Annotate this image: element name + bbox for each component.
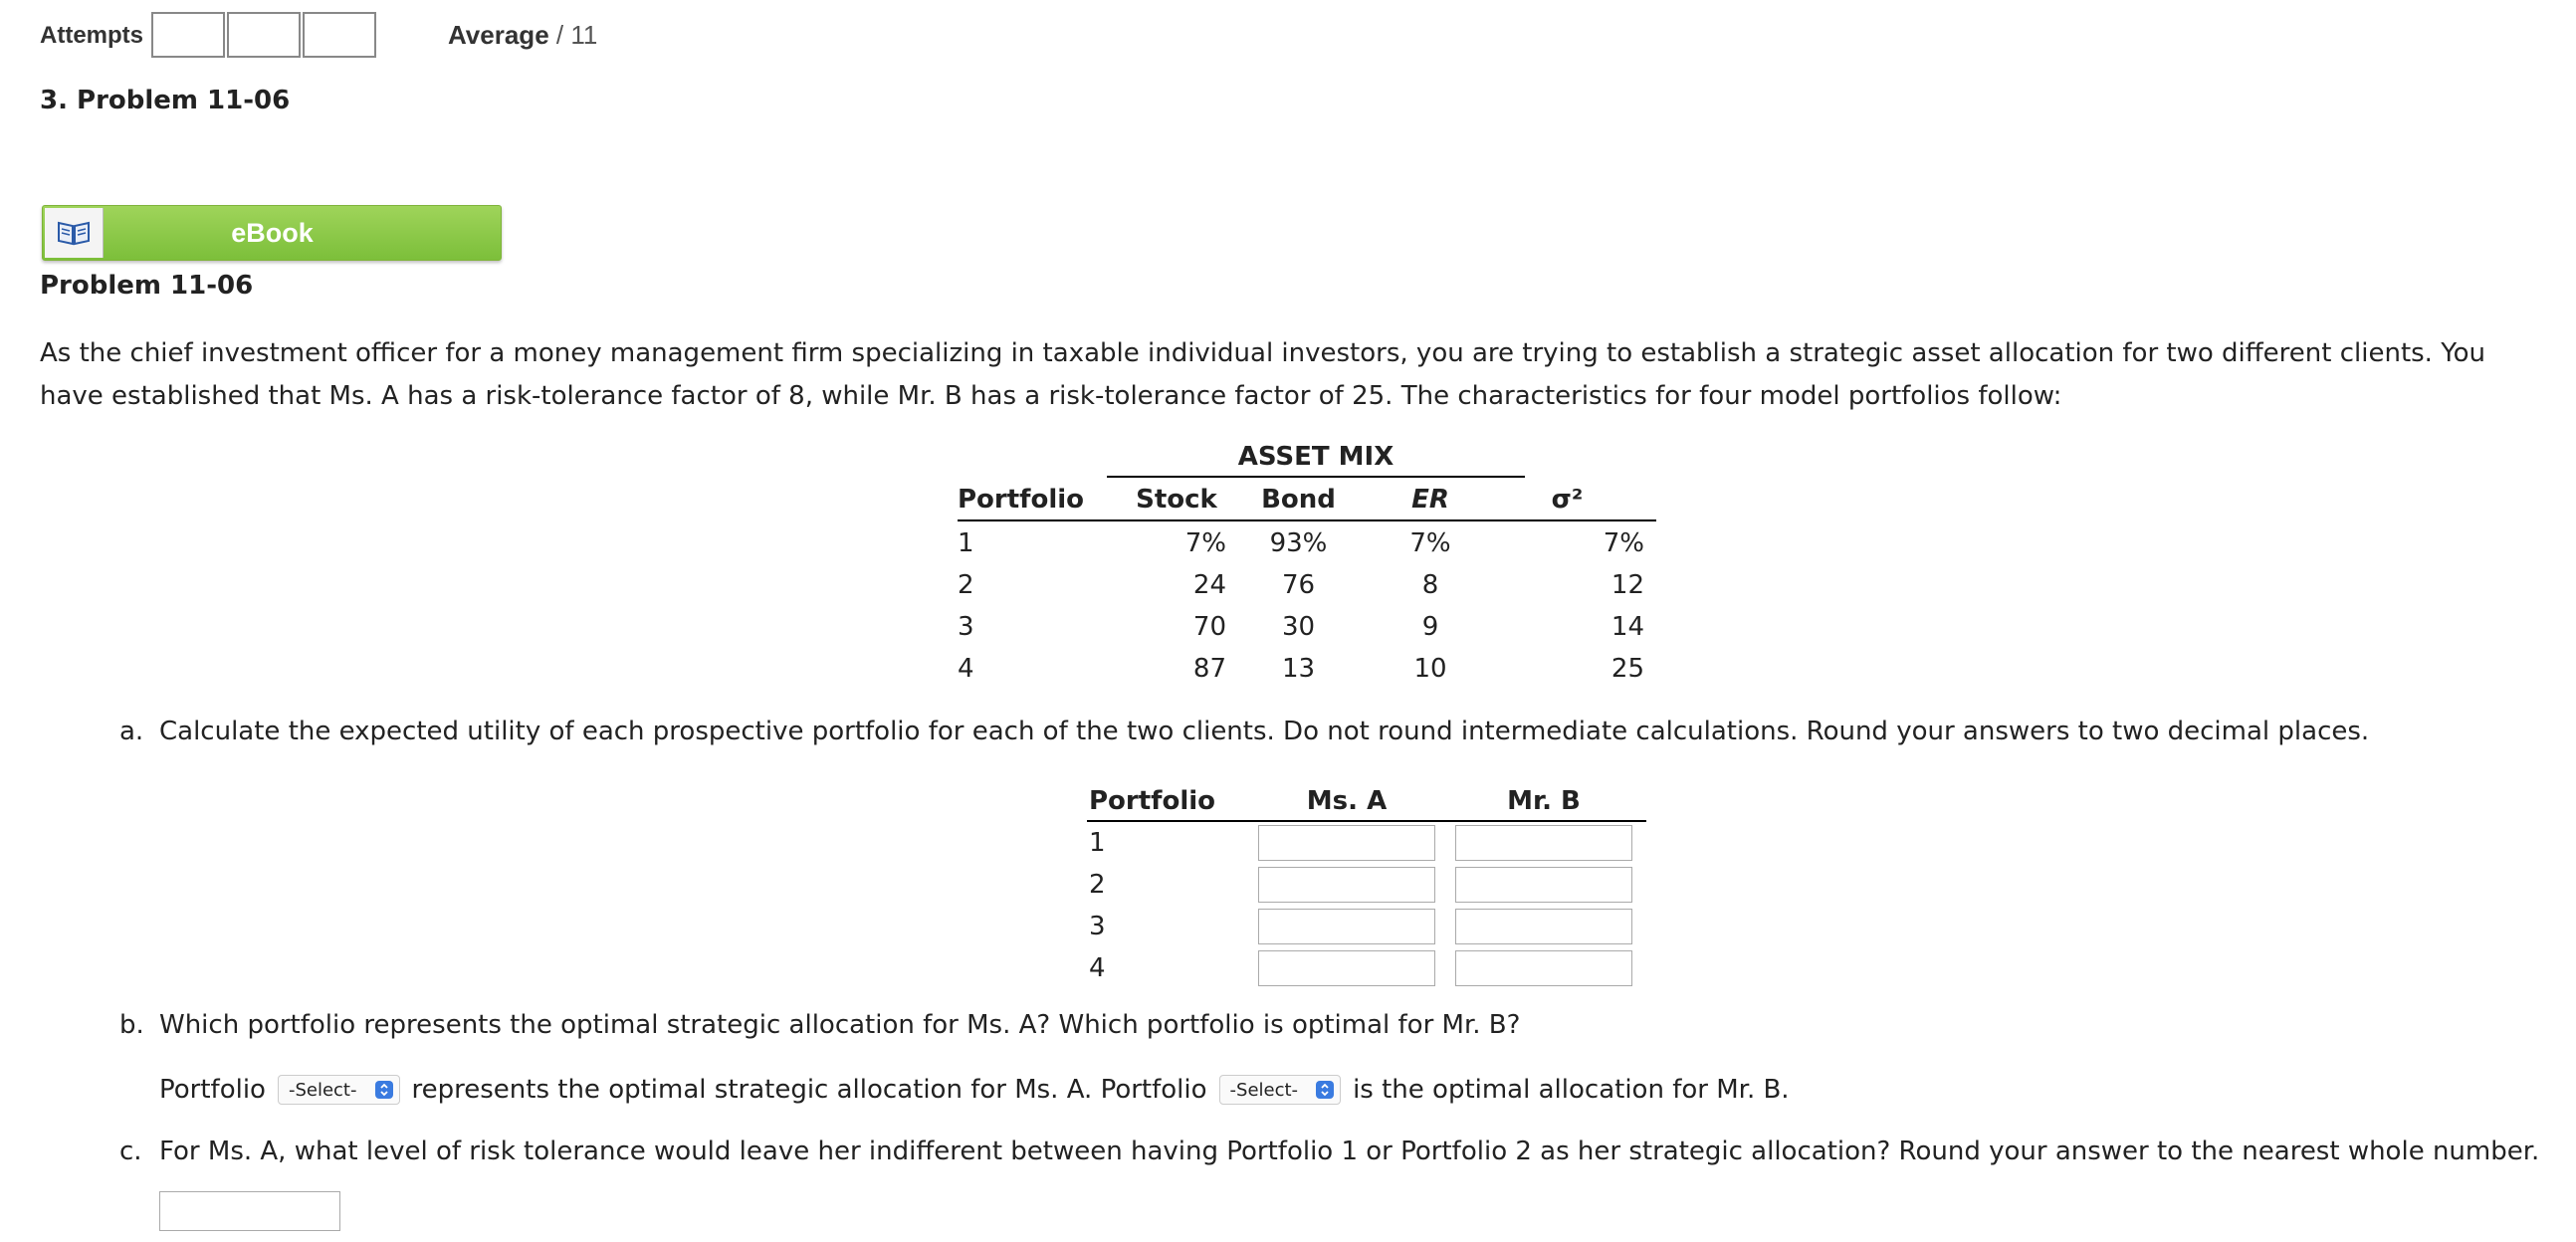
cell-portfolio: 1: [1089, 828, 1106, 858]
table-row: [1087, 822, 1646, 864]
header-variance: σ²: [1551, 485, 1584, 515]
part-c-question: [119, 1137, 2539, 1166]
cell-ms-a: [1248, 950, 1445, 986]
cell-variance: 25: [1610, 654, 1644, 684]
cell-stock: 87: [1192, 654, 1226, 684]
cell-bond: 30: [1281, 612, 1316, 642]
header-mr-b: Mr. B: [1507, 786, 1581, 816]
cell-ms-a: [1248, 909, 1445, 944]
attempt-box: [303, 12, 376, 58]
part-b-prefix: Portfolio: [159, 1075, 266, 1105]
utility-input-mr-b[interactable]: [1455, 909, 1632, 944]
cell-mr-b: [1445, 909, 1642, 944]
part-b-middle: represents the optimal strategic allocation for Ms. A. Portfolio: [411, 1075, 1207, 1105]
cell-variance: 14: [1610, 612, 1644, 642]
cell-mr-b: [1445, 867, 1642, 903]
cell-ms-a: [1248, 867, 1445, 903]
cell-portfolio: 2: [1089, 870, 1106, 900]
average-value: / 11: [555, 20, 598, 50]
utility-input-ms-a[interactable]: [1258, 950, 1435, 986]
cell-variance: 7%: [1603, 528, 1644, 558]
header-ms-a: Ms. A: [1306, 786, 1388, 816]
ebook-label: eBook: [231, 217, 314, 248]
cell-er: 8: [1421, 570, 1439, 600]
utility-table: [1087, 782, 1646, 989]
cell-mr-b: [1445, 825, 1642, 861]
header-bond: Bond: [1261, 485, 1336, 515]
cell-bond: 13: [1281, 654, 1316, 684]
ebook-button[interactable]: [42, 205, 502, 261]
table-row: [958, 605, 1656, 647]
utility-input-ms-a[interactable]: [1258, 867, 1435, 903]
asset-mix-header: [958, 478, 1656, 521]
utility-input-mr-b[interactable]: [1455, 867, 1632, 903]
cell-stock: 70: [1192, 612, 1226, 642]
part-c-letter: c.: [119, 1137, 142, 1166]
cell-stock: 24: [1192, 570, 1226, 600]
cell-portfolio: 3: [1089, 912, 1106, 941]
table-row: [1087, 947, 1646, 989]
asset-mix-table: [958, 438, 1656, 689]
cell-portfolio: 2: [958, 570, 974, 600]
cell-er: 9: [1421, 612, 1439, 642]
header-stock: Stock: [1136, 485, 1217, 515]
utility-input-mr-b[interactable]: [1455, 950, 1632, 986]
part-a-letter: a.: [119, 717, 144, 746]
part-a-question: [119, 717, 2369, 746]
cell-portfolio: 3: [958, 612, 974, 642]
attempt-box: [151, 12, 225, 58]
attempt-box: [227, 12, 301, 58]
header-portfolio: Portfolio: [1089, 786, 1216, 816]
attempt-boxes: [151, 12, 378, 58]
part-b-letter: b.: [119, 1010, 144, 1040]
cell-er: 7%: [1409, 528, 1451, 558]
average-label: Average: [448, 20, 549, 50]
cell-portfolio: 4: [958, 654, 974, 684]
part-a-text: Calculate the expected utility of each prospective portfolio for each of the two clients. Do not round intermediate calculations. Round your answers to two decimal places.: [159, 717, 2370, 746]
cell-ms-a: [1248, 825, 1445, 861]
cell-stock: 7%: [1184, 528, 1226, 558]
select-arrows-icon: [375, 1081, 393, 1099]
header-portfolio: Portfolio: [958, 485, 1085, 515]
part-c-text: For Ms. A, what level of risk tolerance would leave her indifferent between having Portfolio 1 or Portfolio 2 as her strategic allocation? Round your answer to the nearest whole number.: [159, 1137, 2540, 1166]
select-arrows-icon: [1316, 1081, 1334, 1099]
problem-subheading: Problem 11-06: [40, 271, 254, 301]
select-value: -Select-: [1229, 1079, 1299, 1101]
book-icon: [45, 208, 104, 258]
header-er: ER: [1411, 485, 1449, 515]
select-value: -Select-: [288, 1079, 357, 1101]
table-row: [958, 563, 1656, 605]
table-row: [1087, 906, 1646, 947]
cell-variance: 12: [1610, 570, 1644, 600]
average-score: [448, 20, 597, 51]
part-b-answer-line: [159, 1075, 1790, 1105]
cell-mr-b: [1445, 950, 1642, 986]
cell-bond: 76: [1281, 570, 1316, 600]
risk-tolerance-input[interactable]: [159, 1191, 340, 1231]
part-b-question: [119, 1010, 1520, 1040]
cell-portfolio: 1: [958, 528, 974, 558]
problem-heading: 3. Problem 11-06: [40, 86, 291, 115]
utility-input-ms-a[interactable]: [1258, 825, 1435, 861]
utility-input-ms-a[interactable]: [1258, 909, 1435, 944]
cell-er: 10: [1413, 654, 1447, 684]
table-row: [1087, 864, 1646, 906]
attempts-label: Attempts: [40, 22, 144, 49]
part-b-text: Which portfolio represents the optimal strategic allocation for Ms. A? Which portfolio is optimal for Mr. B?: [159, 1010, 1521, 1040]
utility-input-mr-b[interactable]: [1455, 825, 1632, 861]
problem-intro: As the chief investment officer for a money management firm specializing in taxable individual investors, you are trying to establish a strategic asset allocation for two different clients. You have established that Ms. A has a risk-tolerance factor of 8, while Mr. B has a risk-tolerance factor of 25. The characteristics for four model portfolios follow:: [40, 338, 2486, 411]
asset-mix-caption: ASSET MIX: [1107, 438, 1525, 478]
cell-bond: 93%: [1269, 528, 1328, 558]
part-b-suffix: is the optimal allocation for Mr. B.: [1353, 1075, 1790, 1105]
portfolio-select-mr-b[interactable]: [1219, 1075, 1342, 1105]
table-row: [958, 521, 1656, 563]
cell-portfolio: 4: [1089, 953, 1106, 983]
utility-table-header: [1087, 782, 1646, 822]
portfolio-select-ms-a[interactable]: [278, 1075, 400, 1105]
table-row: [958, 647, 1656, 689]
